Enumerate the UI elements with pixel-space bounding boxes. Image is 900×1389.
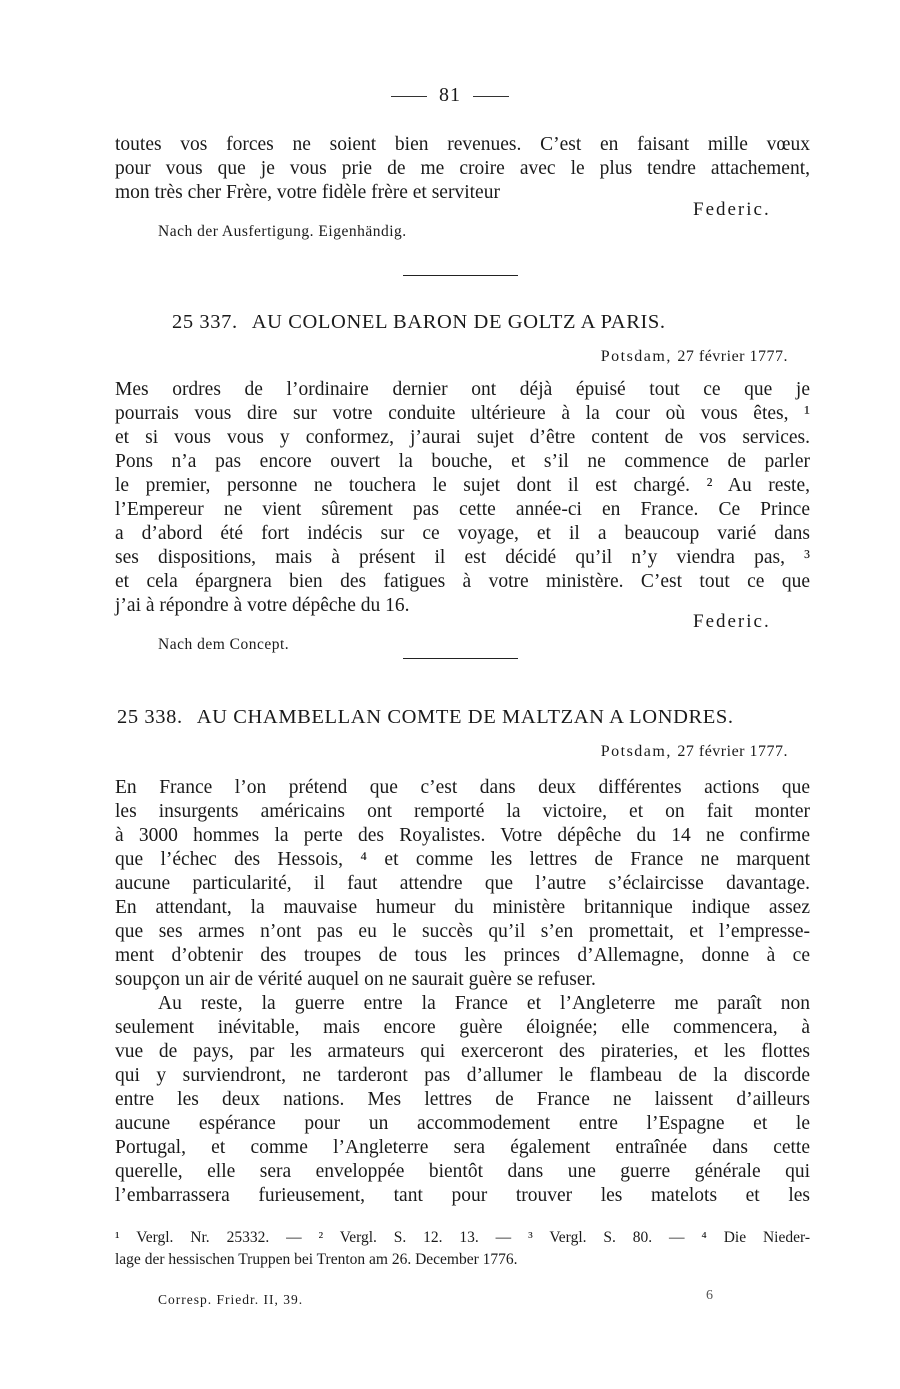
dateline [601,348,788,366]
body-line: mon très cher Frère, votre fidèle frère et serviteur [115,182,500,203]
body-line: à 3000 hommes la perte des Royalistes. Votre dépêche du 14 ne confirme [115,825,810,846]
dateline-place: Potsdam, [600,348,672,365]
dateline [601,743,788,761]
body-line: soupçon un air de vérité auquel on ne saurait guère se refuser. [115,969,596,990]
body-line: toutes vos forces ne soient bien revenues. C’est en faisant mille vœux [115,134,810,155]
page-number-text: 81 [439,84,461,106]
section-divider [403,275,518,276]
body-line: le premier, personne ne touchera le sujet dont il est chargé. ² Au reste, [115,475,810,496]
body-line: Au reste, la guerre entre la France et l’Angleterre me paraît non [158,993,810,1014]
source-note: Nach dem Concept. [158,636,290,653]
letter-heading [172,311,666,334]
body-line: En attendant, la mauvaise humeur du ministère britannique indique assez [115,897,810,918]
body-line: pourrais vous dire sur votre conduite ultérieure à la cour où vous êtes, ¹ [115,403,810,424]
footnote-line: ¹ Vergl. Nr. 25332. — ² Vergl. S. 12. 13. — ³ Vergl. S. 80. — ⁴ Die Nieder- [115,1229,810,1246]
body-line: querelle, elle sera enveloppée bientôt dans une guerre générale qui [115,1161,810,1182]
page-number-dash-right [473,96,509,97]
letter-title: AU CHAMBELLAN COMTE DE MALTZAN A LONDRES. [196,706,734,728]
body-line: j’ai à répondre à votre dépêche du 16. [115,595,410,616]
body-line: En France l’on prétend que c’est dans deux différentes actions que [115,777,810,798]
dateline-date: 27 février 1777. [677,743,788,760]
body-line: que l’échec des Hessois, ⁴ et comme les lettres de France ne marquent [115,849,810,870]
source-note: Nach der Ausfertigung. Eigenhändig. [158,223,407,240]
dateline-place: Potsdam, [600,743,672,760]
body-line: pour vous que je vous prie de me croire avec le plus tendre attachement, [115,158,810,179]
page-number [0,84,900,107]
body-line: entre les deux nations. Mes lettres de France ne laissent d’ailleurs [115,1089,810,1110]
section-divider [403,658,518,659]
letter-number: 25 337. [172,311,238,333]
body-line: l’Empereur ne vient sûrement pas cette année-ci en France. Ce Prince [115,499,810,520]
page-number-dash-left [391,96,427,97]
letter-heading [117,706,734,729]
signature: Federic. [693,611,771,632]
body-line: a d’abord été fort indécis sur ce voyage, et il a beaucoup varié dans [115,523,810,544]
body-line: ment d’obtenir des troupes de tous les princes d’Allemagne, donne à ce [115,945,810,966]
body-line: vue de pays, par les armateurs qui exerceront des pirateries, et les flottes [115,1041,810,1062]
body-line: ses dispositions, mais à présent il est décidé qu’il n’y viendra pas, ³ [115,547,810,568]
body-line: seulement inévitable, mais encore guère éloignée; elle commencera, à [115,1017,810,1038]
signature: Federic. [693,199,771,220]
letter-number: 25 338. [117,706,183,728]
footer-gathering-number: 6 [706,1288,713,1303]
footer-signature-mark: Corresp. Friedr. II, 39. [158,1292,304,1307]
body-line: et cela épargnera bien des fatigues à votre ministère. C’est tout ce que [115,571,810,592]
body-line: Portugal, et comme l’Angleterre sera également entraînée dans cette [115,1137,810,1158]
body-line: aucune particularité, il faut attendre que l’autre s’éclaircisse davantage. [115,873,810,894]
dateline-date: 27 février 1777. [677,348,788,365]
body-line: Pons n’a pas encore ouvert la bouche, et s’il ne commence de parler [115,451,810,472]
body-line: et si vous vous y conformez, j’aurai sujet d’être content de vos services. [115,427,810,448]
body-line: aucune espérance pour un accommodement entre l’Espagne et le [115,1113,810,1134]
body-line: que ses armes n’ont pas eu le succès qu’il s’en promettait, et l’empresse- [115,921,810,942]
body-line: l’embarrassera furieusement, tant pour trouver les matelots et les [115,1185,810,1206]
body-line: Mes ordres de l’ordinaire dernier ont déjà épuisé tout ce que je [115,379,810,400]
footnote-line: lage der hessischen Truppen bei Trenton am 26. December 1776. [115,1251,518,1268]
body-line: les insurgents américains ont remporté la victoire, et on fait monter [115,801,810,822]
body-line: qui y surviendront, ne tarderont pas d’allumer le flambeau de la discorde [115,1065,810,1086]
letter-title: AU COLONEL BARON DE GOLTZ A PARIS. [251,311,666,333]
